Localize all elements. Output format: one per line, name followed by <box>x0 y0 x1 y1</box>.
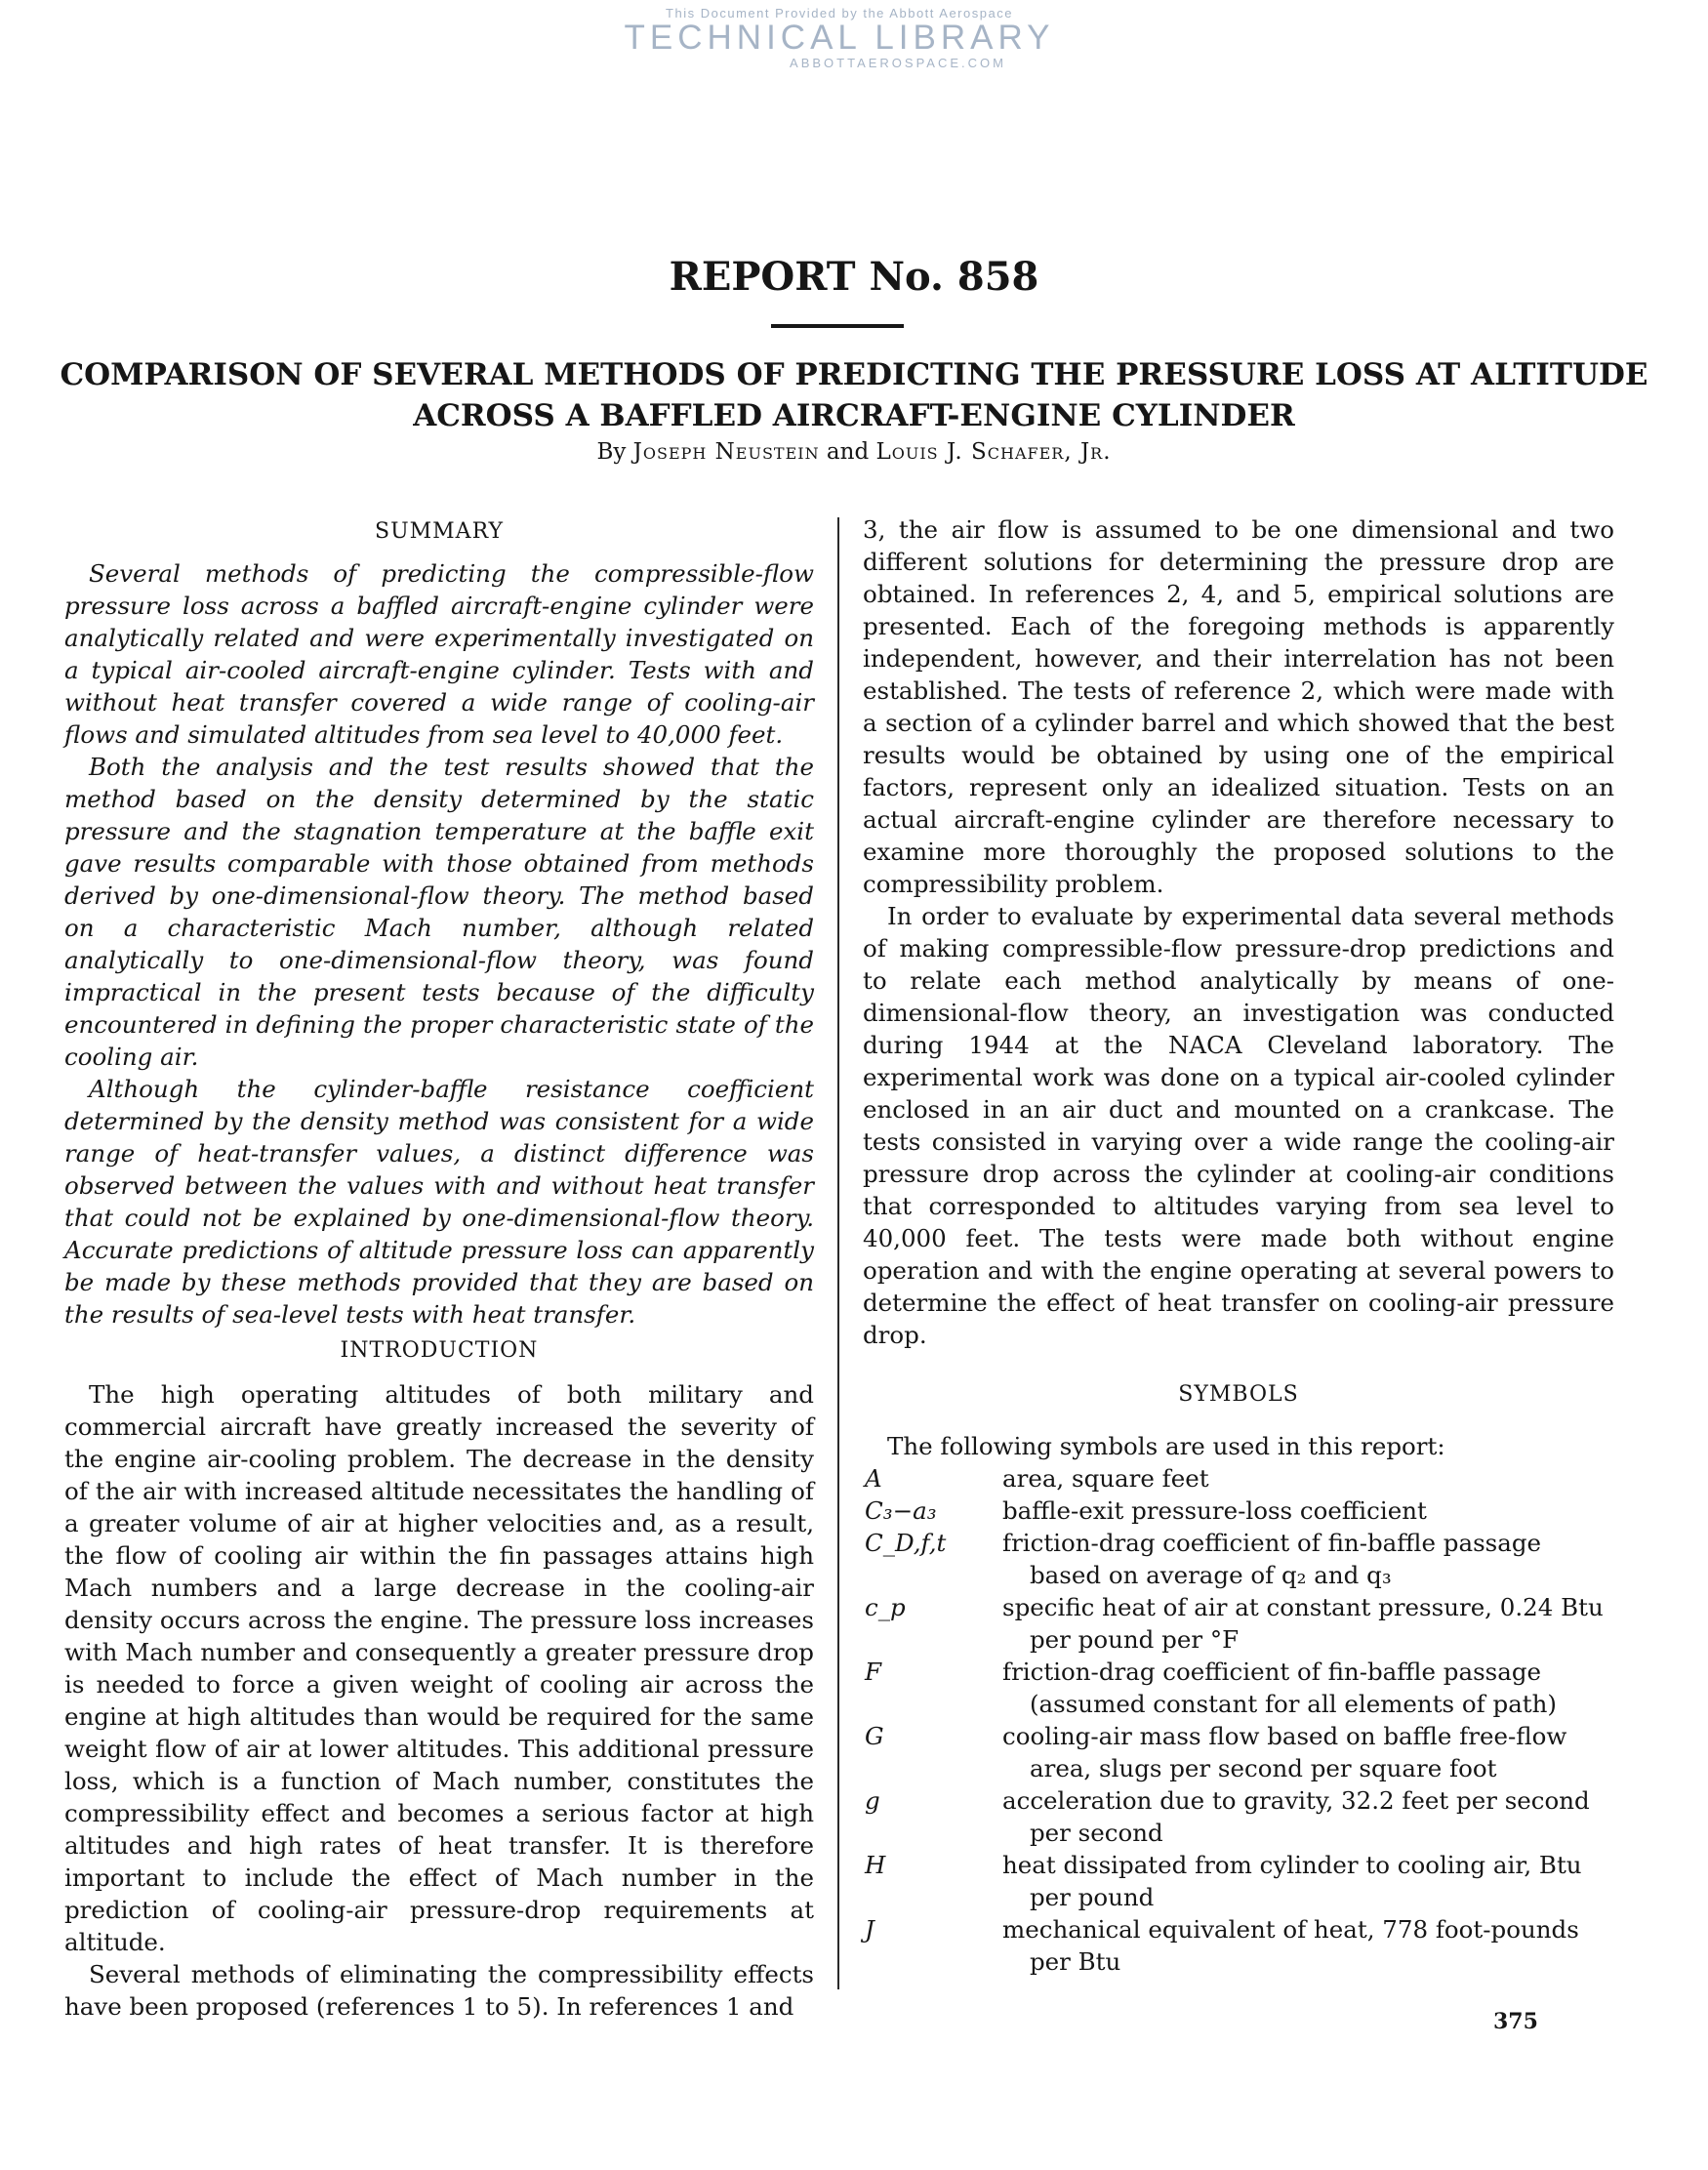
symbol-definition: baffle-exit pressure-loss coefficient <box>1002 1496 1427 1525</box>
symbol-row <box>863 1527 1614 1591</box>
watermark <box>586 6 1093 70</box>
symbol-term: G <box>865 1722 884 1750</box>
symbol-term: J <box>865 1915 874 1944</box>
symbol-term: H <box>865 1851 886 1879</box>
symbol-row <box>863 1784 1614 1849</box>
symbol-definition: friction-drag coefficient of fin-baffle passage (assumed constant for all elements of path) <box>1002 1658 1557 1718</box>
symbol-term: C_D,f,t <box>865 1529 947 1557</box>
byline-and: and <box>826 439 870 465</box>
symbol-definition: area, square feet <box>1002 1464 1209 1493</box>
intro-paragraph-continued: 3, the air flow is assumed to be one dimensional and two different solutions for determining the pressure drop are obtained. In references 2, 4, and 5, empirical solutions are presented. Each of the foregoing methods is apparently independent, however, and their interrelation has not been established. The tests of reference 2, which were made with a section of a cylinder barrel and which showed that the best results would be obtained by using one of the empirical factors, represent only an idealized situation. Tests on an actual aircraft-engine cylinder are therefore necessary to examine more thoroughly the proposed solutions to the compressibility problem. <box>863 515 1614 898</box>
symbol-row <box>863 1494 1614 1527</box>
author-1: Joseph Neustein <box>632 439 820 465</box>
byline <box>0 439 1708 465</box>
symbols-intro: The following symbols are used in this report: <box>887 1432 1445 1460</box>
title-rule <box>771 324 904 328</box>
symbol-definition: friction-drag coefficient of fin-baffle passage based on average of q₂ and q₃ <box>1002 1529 1542 1589</box>
symbol-definition: acceleration due to gravity, 32.2 feet per second per second <box>1002 1786 1590 1847</box>
summary-heading: SUMMARY <box>375 519 504 544</box>
report-number: REPORT No. 858 <box>669 254 1039 300</box>
intro-paragraph: In order to evaluate by experimental data several methods of making compressible-flow pressure-drop predictions and to relate each method analytically by means of one-dimensional-flow theory, an investigation was conducted during 1944 at the NACA Cleveland laboratory. The experimental work was done on a typical air-cooled cylinder enclosed in an air duct and mounted on a crankcase. The tests consisted in varying over a wide range the cooling-air pressure drop across the cylinder at cooling-air conditions that corresponded to altitudes varying from sea level to 40,000 feet. The tests were made both without engine operation and with the engine operating at several powers to determine the effect of heat transfer on cooling-air pressure drop. <box>863 902 1614 1349</box>
symbol-term: g <box>865 1786 880 1815</box>
watermark-line1: This Document Provided by the Abbott Aerospace <box>666 6 1013 20</box>
symbol-row <box>863 1656 1614 1720</box>
symbol-term: C₃−a₃ <box>865 1496 937 1525</box>
symbol-definition: mechanical equivalent of heat, 778 foot-pounds per Btu <box>1002 1915 1579 1976</box>
symbol-row <box>863 1720 1614 1784</box>
intro-paragraph: The high operating altitudes of both military and commercial aircraft have greatly increased the severity of the engine air-cooling problem. The decrease in the density of the air with increased altitude necessitates the handling of a greater volume of air at higher velocities and, as a result, the flow of cooling air within the fin passages attains high Mach numbers and a large decrease in the cooling-air density occurs across the engine. The pressure loss increases with Mach number and consequently a greater pressure drop is needed to force a given weight of cooling air across the engine at high altitudes than would be required for the same weight flow of air at lower altitudes. This additional pressure loss, which is a function of Mach number, constitutes the compressibility effect and becomes a serious factor at high altitudes and high rates of heat transfer. It is therefore important to include the effect of Mach number in the prediction of cooling-air pressure-drop requirements at altitude. <box>64 1380 814 1956</box>
paper-title: COMPARISON OF SEVERAL METHODS OF PREDICTING THE PRESSURE LOSS AT ALTITUDE ACROSS A BAFFLED AIRCRAFT-ENGINE CYLINDER <box>60 357 1648 433</box>
summary-paragraph: Several methods of predicting the compressible-flow pressure loss across a baffled aircraft-engine cylinder were analytically related and were experimentally investigated on a typical air-cooled aircraft-engine cylinder. Tests with and without heat transfer covered a wide range of cooling-air flows and simulated altitudes from sea level to 40,000 feet. <box>64 559 814 749</box>
symbol-row <box>863 1913 1614 1978</box>
symbols-heading: SYMBOLS <box>1178 1382 1299 1407</box>
symbol-term: c_p <box>865 1593 906 1621</box>
watermark-line3: ABBOTTAEROSPACE.COM <box>790 56 1006 70</box>
symbol-row <box>863 1462 1614 1494</box>
summary-paragraph: Both the analysis and the test results showed that the method based on the density determined by the static pressure and the stagnation temperature at the baffle exit gave results comparable with those obtained from methods derived by one-dimensional-flow theory. The method based on a characteristic Mach number, although related analytically to one-dimensional-flow theory, was found impractical in the present tests because of the difficulty encountered in defining the proper characteristic state of the cooling air. <box>64 753 814 1071</box>
left-column <box>64 513 814 2023</box>
watermark-line2: TECHNICAL LIBRARY <box>624 19 1055 57</box>
summary-paragraph: Although the cylinder-baffle resistance coefficient determined by the density method was consistent for a wide range of heat-transfer values, a distinct difference was observed between the values with and without heat transfer that could not be explained by one-dimensional-flow theory. Accurate predictions of altitude pressure loss can apparently be made by these methods provided that they are based on the results of sea-level tests with heat transfer. <box>64 1075 814 1329</box>
symbol-definition: specific heat of air at constant pressure, 0.24 Btu per pound per °F <box>1002 1593 1604 1654</box>
symbol-definition: heat dissipated from cylinder to cooling air, Btu per pound <box>1002 1851 1582 1911</box>
column-separator <box>837 517 839 1989</box>
symbol-definition: cooling-air mass flow based on baffle free-flow area, slugs per second per square foot <box>1002 1722 1567 1782</box>
introduction-heading: INTRODUCTION <box>340 1338 539 1363</box>
author-2: Louis J. Schafer, Jr. <box>875 439 1112 465</box>
byline-by: By <box>596 439 627 465</box>
symbol-term: A <box>865 1464 882 1493</box>
intro-paragraph: Several methods of eliminating the compressibility effects have been proposed (references 1 to 5). In references 1 and <box>64 1960 814 2021</box>
symbol-term: F <box>865 1658 881 1686</box>
symbol-row <box>863 1591 1614 1656</box>
right-column <box>863 513 1614 1978</box>
page-number: 375 <box>1493 2009 1538 2034</box>
symbols-list <box>863 1462 1614 1978</box>
symbol-row <box>863 1849 1614 1913</box>
